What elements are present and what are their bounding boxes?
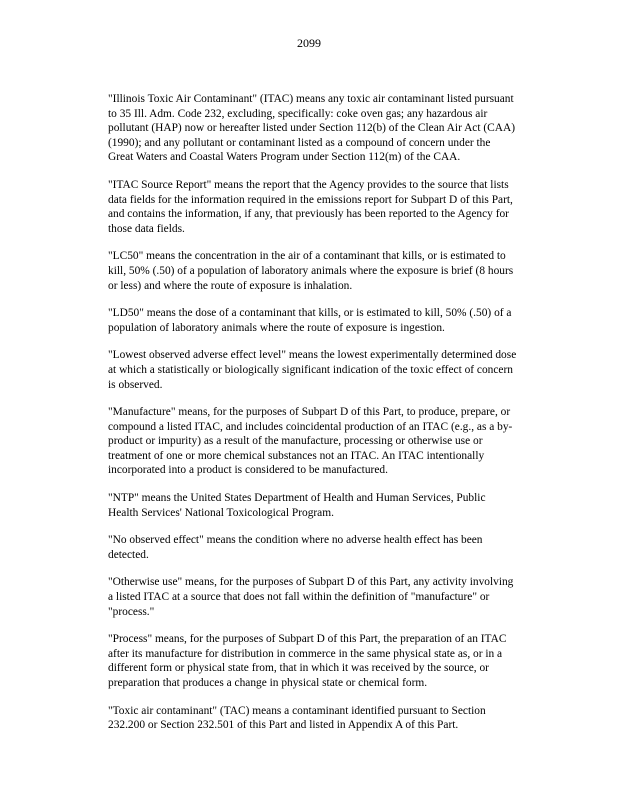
definition-process: "Process" means, for the purposes of Subpart D of this Part, the preparation of an ITAC after its manufacture for distribution in commerce in the same physical state as, or in a different form or physical state from, that in which it was received by the source, or preparation that produces a change in physical state or chemical form. [108,633,507,689]
definition-ld50: "LD50" means the dose of a contaminant that kills, or is estimated to kill, 50% (.50) of a population of laboratory animals where the route of exposure is ingestion. [108,307,512,334]
definition-no-observed-effect: "No observed effect" means the condition where no adverse health effect has been detected. [108,534,483,561]
definition-itac: "Illinois Toxic Air Contaminant" (ITAC) means any toxic air contaminant listed pursuant to 35 Ill. Adm. Code 232, excluding, specifically: coke oven gas; any hazardous air pollutant (HAP) now or hereafter listed under Section 112(b) of the Clean Air Act (CAA) (1990); and any pollutant or contaminant listed as a compound of concern under the Great Waters and Coastal Waters Program under Section 112(m) of the CAA. [108,93,516,164]
definition-tac: "Toxic air contaminant" (TAC) means a contaminant identified pursuant to Section 232.200 or Section 232.501 of this Part and listed in Appendix A of this Part. [108,704,486,732]
definitions-list [108,92,548,746]
definition-otherwise-use: "Otherwise use" means, for the purposes of Subpart D of this Part, any activity involving a listed ITAC at a source that does not fall within the definition of "manufacture" or "process." [108,576,514,618]
definition-manufacture: "Manufacture" means, for the purposes of Subpart D of this Part, to produce, prepare, or compound a listed ITAC, and includes coincidental production of an ITAC (e.g., as a by- product or impurity) as a result of the manufacture, processing or otherwise use or treatment of one or more chemical substances not an ITAC. An ITAC intentionally incorporated into a product is considered to be manufactured. [108,406,513,477]
definition-lc50: "LC50" means the concentration in the air of a contaminant that kills, or is estimated to kill, 50% (.50) of a population of laboratory animals where the exposure is brief (8 hours or less) and where the route of exposure is inhalation. [108,250,514,292]
page-number: 2099 [297,36,321,50]
definition-ntp: "NTP" means the United States Department of Health and Human Services, Public Health Services' National Toxicological Program. [108,492,486,519]
definition-loael: "Lowest observed adverse effect level" means the lowest experimentally determined dose at which a statistically or biologically significant indication of the toxic effect of concern is observed. [108,349,517,391]
definition-itac-source-report: "ITAC Source Report" means the report that the Agency provides to the source that lists data fields for the information required in the emissions report for Subpart D of this Part, and contains the information, if any, that previously has been reported to the Agency for those data fields. [108,178,513,235]
